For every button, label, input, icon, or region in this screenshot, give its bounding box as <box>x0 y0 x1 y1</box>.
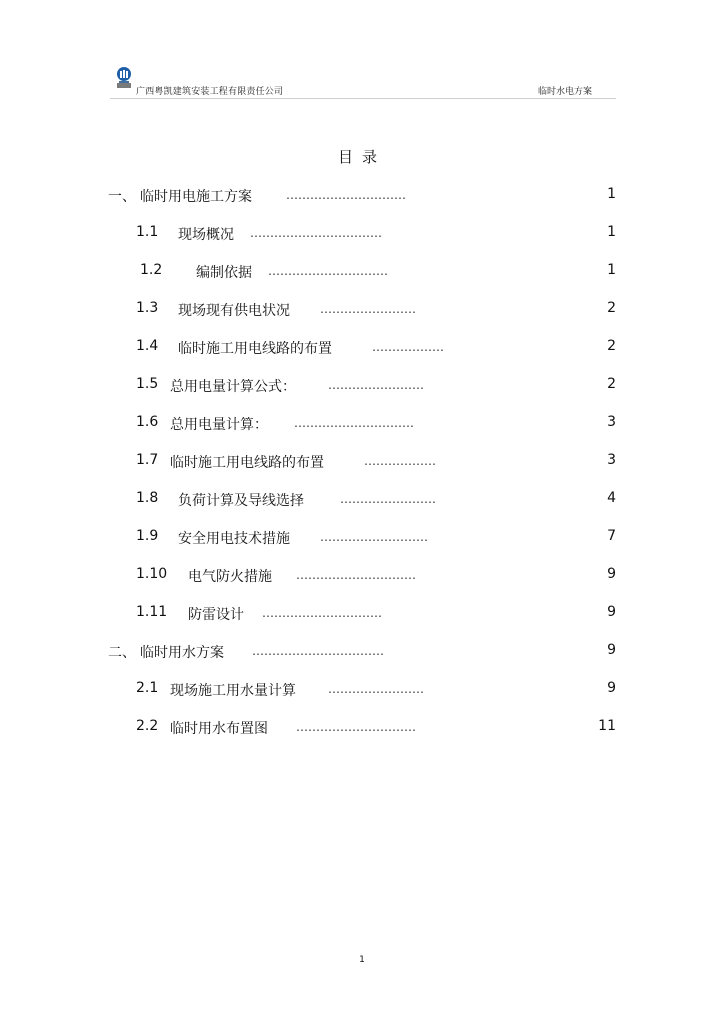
toc-entry[interactable] <box>0 376 724 398</box>
toc-entry[interactable] <box>0 566 724 588</box>
toc-entry-title: 编制依据 <box>196 265 252 281</box>
toc-entry-title: 电气防火措施 <box>188 569 272 585</box>
toc-entry-page: 1 <box>607 186 616 202</box>
toc-entry-number: 1.2 <box>140 262 163 278</box>
toc-entry-title: 总用电量计算： <box>170 417 268 433</box>
company-logo <box>114 66 134 90</box>
toc-heading: 目录 <box>337 148 386 166</box>
toc-entry-title: 总用电量计算公式： <box>170 379 296 395</box>
toc-entry-page: 3 <box>607 414 616 430</box>
toc-entry[interactable] <box>0 642 724 664</box>
toc-entry[interactable] <box>0 338 724 360</box>
toc-entry-number: 1.3 <box>136 300 159 316</box>
toc-entry-page: 1 <box>607 224 616 240</box>
toc-entry-number: 1.4 <box>136 338 159 354</box>
toc-entry[interactable] <box>0 604 724 626</box>
toc-entry-number: 1.6 <box>136 414 159 430</box>
toc-entry-page: 9 <box>607 566 616 582</box>
toc-entry-page: 2 <box>607 376 616 392</box>
toc-entry-title: 现场概况 <box>178 227 234 243</box>
toc-leader-dots: ……………… <box>372 340 444 354</box>
toc-entry-page: 2 <box>607 300 616 316</box>
toc-entry-page: 11 <box>598 718 616 734</box>
toc-entry[interactable] <box>0 490 724 512</box>
company-name: 广西粤凯建筑安装工程有限责任公司 <box>136 87 284 97</box>
toc-entry[interactable] <box>0 528 724 550</box>
toc-entry-page: 4 <box>607 490 616 506</box>
toc-entry-page: 9 <box>607 680 616 696</box>
header-divider <box>110 98 616 99</box>
toc-entry-title: 安全用电技术措施 <box>178 531 290 547</box>
toc-leader-dots: …………………… <box>340 492 436 506</box>
toc-leader-dots: ……………… <box>364 454 436 468</box>
toc-entry[interactable] <box>0 718 724 740</box>
toc-entry-number: 1.1 <box>136 224 159 240</box>
document-title: 临时水电方案 <box>538 87 593 97</box>
toc-leader-dots: ………………………… <box>294 416 414 430</box>
toc-entry-title: 临时用电施工方案 <box>140 189 252 205</box>
toc-entry-page: 7 <box>607 528 616 544</box>
toc-entry[interactable] <box>0 224 724 246</box>
toc-leader-dots: …………………… <box>328 682 424 696</box>
toc-leader-dots: ………………………… <box>286 188 406 202</box>
toc-entry-title: 现场现有供电状况 <box>178 303 290 319</box>
toc-entry-title: 防雷设计 <box>188 607 244 623</box>
toc-entry-number: 1.7 <box>136 452 159 468</box>
toc-entry-number: 二、 <box>108 645 136 661</box>
toc-entry-number: 一、 <box>108 189 136 205</box>
toc-entry-number: 2.2 <box>136 718 159 734</box>
toc-entry[interactable] <box>0 680 724 702</box>
toc-entry[interactable] <box>0 300 724 322</box>
toc-entry-number: 1.11 <box>136 604 168 620</box>
toc-entry-title: 临时用水布置图 <box>170 721 268 737</box>
toc-entry-title: 负荷计算及导线选择 <box>178 493 304 509</box>
toc-entry-title: 临时施工用电线路的布置 <box>170 455 324 471</box>
toc-entry[interactable] <box>0 414 724 436</box>
toc-leader-dots: ………………………… <box>296 568 416 582</box>
toc-leader-dots: ………………………… <box>262 606 382 620</box>
toc-entry-title: 临时施工用电线路的布置 <box>178 341 332 357</box>
toc-leader-dots: …………………… <box>328 378 424 392</box>
toc-entry-number: 1.10 <box>136 566 168 582</box>
toc-entry-title: 现场施工用水量计算 <box>170 683 296 699</box>
toc-entry-number: 1.9 <box>136 528 159 544</box>
toc-entry-title: 临时用水方案 <box>140 645 224 661</box>
toc-entry-number: 1.8 <box>136 490 159 506</box>
page-number: 1 <box>359 955 365 965</box>
toc-leader-dots: …………………… <box>320 302 416 316</box>
toc-entry-page: 3 <box>607 452 616 468</box>
toc-entry-page: 1 <box>607 262 616 278</box>
toc-entry-number: 2.1 <box>136 680 159 696</box>
toc-entry-number: 1.5 <box>136 376 159 392</box>
toc-entry[interactable] <box>0 262 724 284</box>
toc-leader-dots: ………………………… <box>296 720 416 734</box>
toc-leader-dots: ……………………… <box>320 530 428 544</box>
toc-entry-page: 9 <box>607 604 616 620</box>
toc-entry[interactable] <box>0 186 724 208</box>
toc-leader-dots: …………………………… <box>252 644 384 658</box>
toc-entry-page: 2 <box>607 338 616 354</box>
toc-leader-dots: ………………………… <box>268 264 388 278</box>
toc-leader-dots: …………………………… <box>250 226 382 240</box>
toc-entry-page: 9 <box>607 642 616 658</box>
toc-entry[interactable] <box>0 452 724 474</box>
